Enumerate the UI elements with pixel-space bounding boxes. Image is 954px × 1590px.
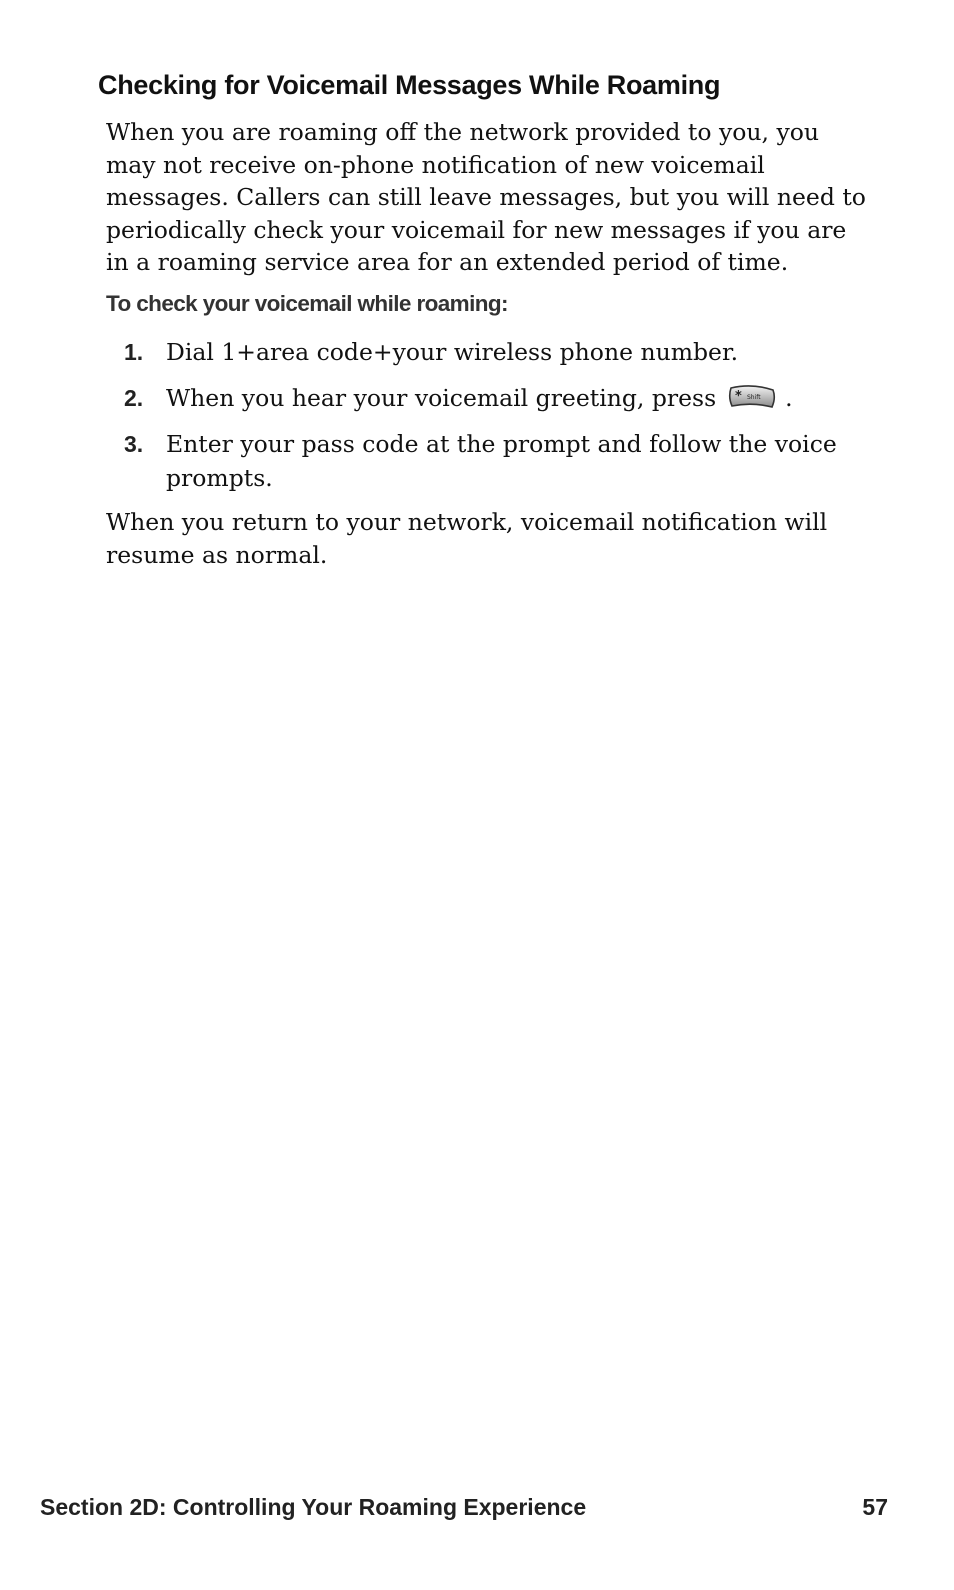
- section-heading: Checking for Voicemail Messages While Roaming: [98, 70, 721, 100]
- procedure-subheading: To check your voicemail while roaming:: [106, 291, 508, 316]
- list-item: [106, 427, 866, 495]
- svg-text:*: *: [734, 389, 742, 404]
- step-number: 2.: [124, 385, 144, 411]
- step-text: When you hear your voicemail greeting, press: [166, 384, 717, 412]
- intro-paragraph: When you are roaming off the network provided to you, you may not receive on-phone notification of new voicemail messages. Callers can still leave messages, but you will need to periodically check your voicemail for new messages if you are in a roaming service area for an extended period of time.: [106, 118, 866, 276]
- step-number: 3.: [124, 431, 144, 457]
- star-shift-key-icon: [728, 384, 776, 410]
- step-number: 1.: [124, 339, 144, 365]
- list-item: [106, 335, 866, 369]
- list-item: [106, 381, 866, 415]
- steps-list: [106, 335, 866, 507]
- footer-page-number: 57: [862, 1494, 888, 1520]
- step-text: Enter your pass code at the prompt and follow the voice prompts.: [166, 430, 837, 492]
- svg-text:Shift: Shift: [746, 394, 761, 401]
- step-text-end: .: [785, 384, 793, 412]
- step-text: Dial 1+area code+your wireless phone number.: [166, 338, 739, 366]
- closing-paragraph: When you return to your network, voicemail notification will resume as normal.: [106, 508, 828, 569]
- footer-section-title: Section 2D: Controlling Your Roaming Experience: [40, 1494, 587, 1520]
